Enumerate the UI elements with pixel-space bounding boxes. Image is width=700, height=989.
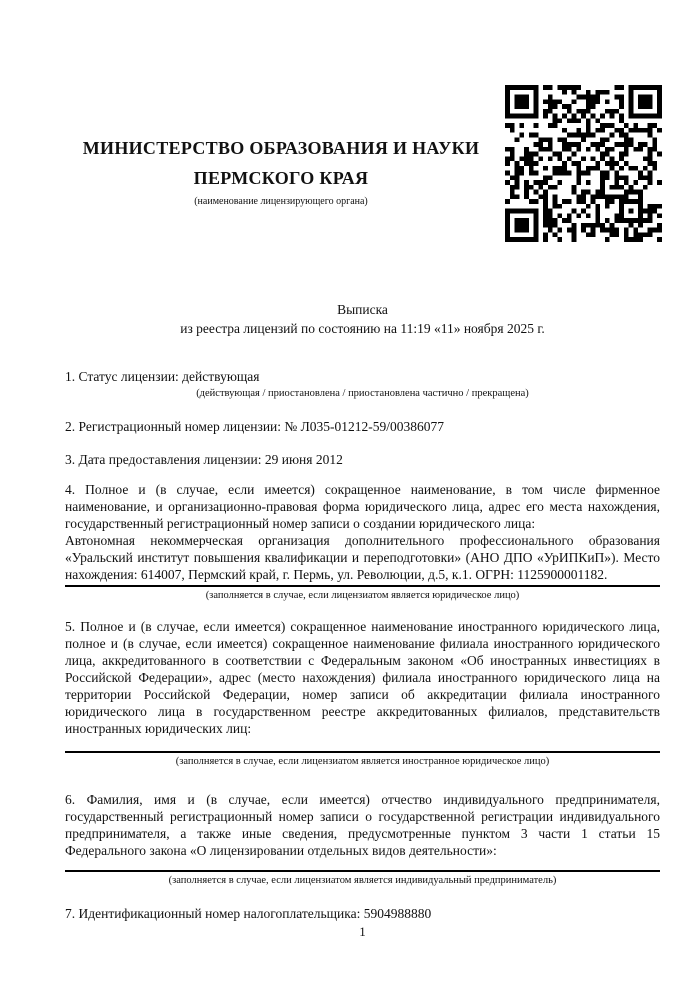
page-number: 1 bbox=[359, 924, 366, 939]
qr-code-image bbox=[505, 85, 662, 242]
ministry-caption: (наименование лицензирующего органа) bbox=[194, 196, 368, 207]
qr-code bbox=[505, 85, 662, 242]
document-title bbox=[65, 300, 660, 338]
fill-in-rule-foreign-entity bbox=[65, 751, 660, 753]
license-status-caption: (действующая / приостановлена / приостановлена частично / прекращена) bbox=[196, 388, 529, 399]
entrepreneur-value bbox=[65, 859, 660, 868]
legal-entity-caption: (заполняется в случае, если лицензиатом является юридическое лицо) bbox=[205, 590, 520, 601]
entrepreneur-label: 6. Фамилия, имя и (в случае, если имеется) отчество индивидуального предпринимателя, государственный регистрационный номер записи о государственной регистрации индивидуального предпринимателя, а также иные сведения, предусмотренные пунктом 3 части 1 статьи 15 Федерального закона «О лицензировании отдельных видов деятельности»: bbox=[65, 792, 660, 858]
ministry-header bbox=[65, 133, 497, 208]
document-title-line2: из реестра лицензий по состоянию на 11:19 «11» ноября 2025 г. bbox=[180, 321, 545, 336]
document-body bbox=[65, 368, 660, 922]
foreign-entity-caption: (заполняется в случае, если лицензиатом является иностранное юридическое лицо) bbox=[175, 756, 550, 767]
item-license-status bbox=[65, 368, 660, 401]
item-registration-number: 2. Регистрационный номер лицензии: № Л035-01212-59/00386077 bbox=[65, 419, 445, 434]
foreign-entity-value bbox=[65, 737, 660, 749]
ministry-name-line2: ПЕРМСКОГО КРАЯ bbox=[193, 168, 369, 188]
legal-entity-label: 4. Полное и (в случае, если имеется) сокращенное наименование, в том числе фирменное наименование, и организационно-правовая форма юридического лица, адрес его места нахождения, государственный регистрационный номер записи о создании юридического лица: bbox=[65, 482, 660, 531]
item-foreign-entity bbox=[65, 618, 660, 769]
legal-entity-value: Автономная некоммерческая организация дополнительного профессионального образования «Уральский институт повышения квалификации и переподготовки» (АНО ДПО «УрИПКиП»). Место нахождения: 614007, Пермский край, г. Пермь, ул. Революции, д.5, к.1. ОГРН: 1125900001182. bbox=[65, 533, 660, 582]
fill-in-rule-legal-entity bbox=[65, 585, 660, 587]
entrepreneur-caption: (заполняется в случае, если лицензиатом является индивидуальный предприниматель) bbox=[168, 875, 557, 886]
license-status-text: 1. Статус лицензии: действующая bbox=[65, 369, 260, 384]
ministry-name-line1: МИНИСТЕРСТВО ОБРАЗОВАНИЯ И НАУКИ bbox=[82, 138, 480, 158]
document-title-line1: Выписка bbox=[337, 302, 388, 317]
foreign-entity-label: 5. Полное и (в случае, если имеется) сокращенное наименование иностранного юридического лица, полное и (в случае, если имеется) сокращенное наименование филиала иностранного юридического лица, аккредитованного в соответствии с Федеральным законом «Об иностранных инвестициях в Российской Федерации», адрес (место нахождения) филиала иностранного юридического лица на территории Российской Федерации, номер записи об аккредитации филиала иностранного юридического лица в государственном реестре аккредитованных филиалов, представительств иностранных юридических лиц: bbox=[65, 619, 660, 736]
fill-in-rule-entrepreneur bbox=[65, 870, 660, 872]
item-taxpayer-id: 7. Идентификационный номер налогоплательщика: 5904988880 bbox=[65, 906, 432, 921]
item-license-date: 3. Дата предоставления лицензии: 29 июня 2012 bbox=[65, 452, 343, 467]
item-individual-entrepreneur bbox=[65, 791, 660, 888]
item-legal-entity bbox=[65, 481, 660, 603]
